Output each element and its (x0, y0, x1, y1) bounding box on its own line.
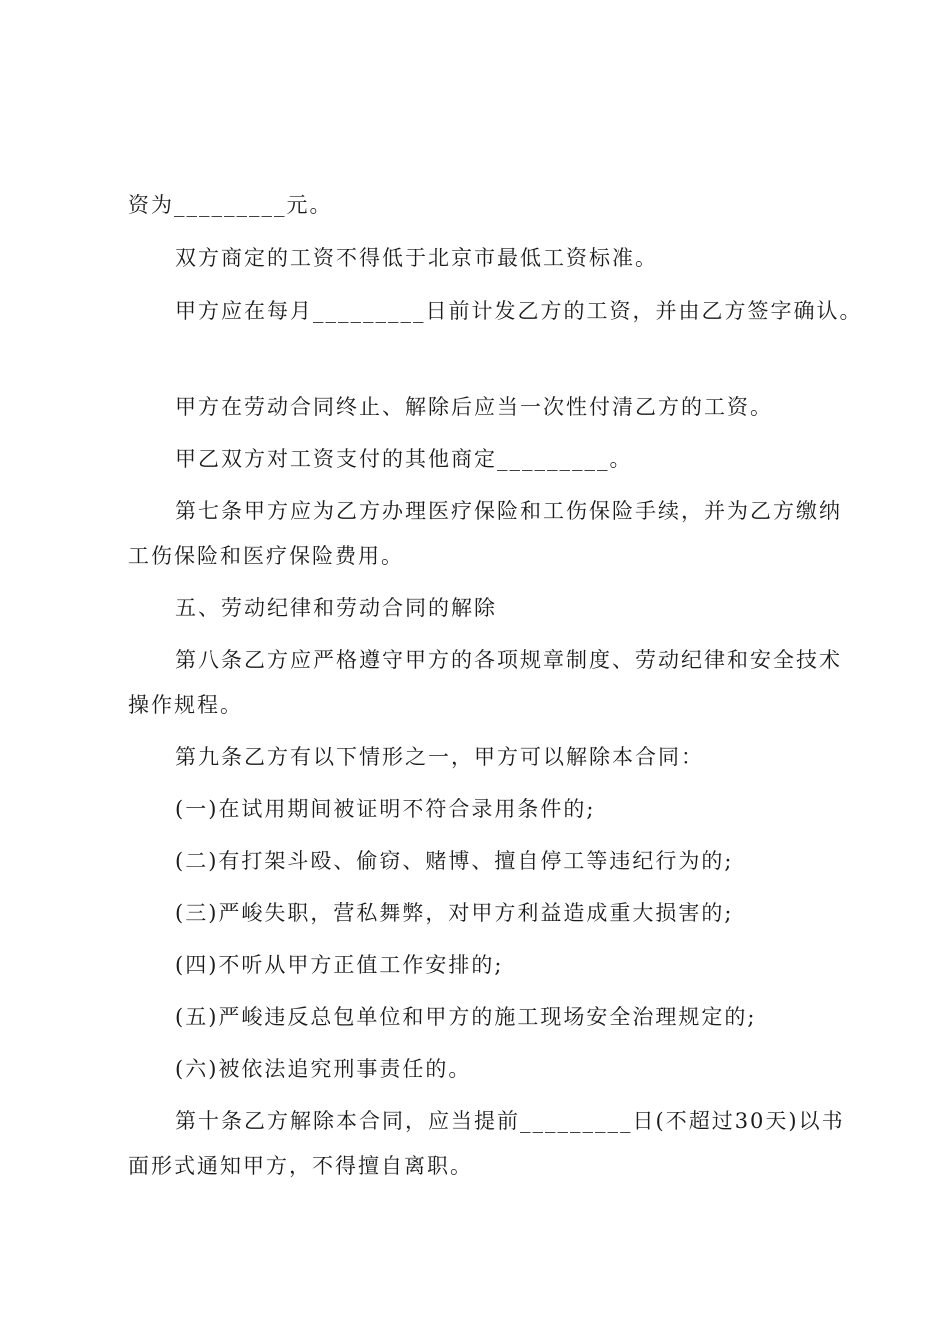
list-item-4: (四)不听从甲方正值工作安排的; (175, 953, 504, 977)
article-10-line-2: 面形式通知甲方，不得擅自离职。 (128, 1154, 473, 1178)
paragraph-other-terms: 甲乙双方对工资支付的其他商定_________。 (175, 447, 633, 471)
list-item-3: (三)严峻失职，营私舞弊，对甲方利益造成重大损害的; (175, 901, 734, 925)
list-item-5: (五)严峻违反总包单位和甲方的施工现场安全治理规定的; (175, 1005, 757, 1029)
article-7-line-1: 第七条甲方应为乙方办理医疗保险和工伤保险手续，并为乙方缴纳 (175, 499, 842, 523)
article-7-line-2: 工伤保险和医疗保险费用。 (128, 544, 404, 568)
article-8-line-2: 操作规程。 (128, 693, 243, 717)
list-item-1: (一)在试用期间被证明不符合录用条件的; (175, 797, 596, 821)
article-10-line-1: 第十条乙方解除本合同，应当提前_________日(不超过30天)以书 (175, 1109, 845, 1133)
paragraph-pay-date: 甲方应在每月_________日前计发乙方的工资，并由乙方签字确认。 (175, 299, 863, 323)
article-9-heading: 第九条乙方有以下情形之一，甲方可以解除本合同： (175, 745, 704, 769)
list-item-6: (六)被依法追究刑事责任的。 (175, 1057, 472, 1081)
paragraph-final-pay: 甲方在劳动合同终止、解除后应当一次性付清乙方的工资。 (175, 395, 773, 419)
paragraph-salary-amount: 资为_________元。 (128, 193, 333, 217)
article-8-line-1: 第八条乙方应严格遵守甲方的各项规章制度、劳动纪律和安全技术 (175, 648, 842, 672)
paragraph-minimum-wage: 双方商定的工资不得低于北京市最低工资标准。 (175, 246, 658, 270)
list-item-2: (二)有打架斗殴、偷窃、赌博、擅自停工等违纪行为的; (175, 849, 734, 873)
section-5-heading: 五、劳动纪律和劳动合同的解除 (175, 596, 497, 620)
